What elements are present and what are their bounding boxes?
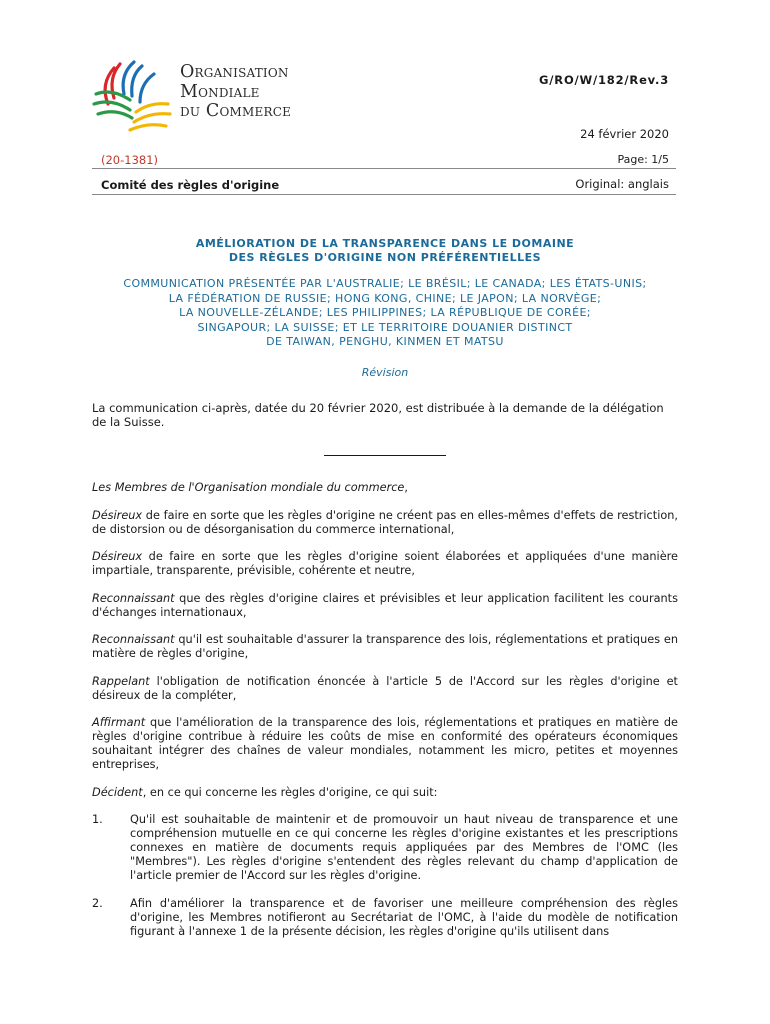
communication-line-5: DE TAIWAN, PENGHU, KINMEN ET MATSU (266, 335, 504, 348)
item-number: 1. (92, 813, 103, 826)
preamble-paragraph (92, 675, 678, 703)
org-name-line-3: du Commerce (180, 101, 292, 121)
item-text: Qu'il est souhaitable de maintenir et de promouvoir un haut niveau de transparence et une compréhension mutuelle en ce qui concerne les règles d'origine existantes et les prescriptions connexes en matière de documents requis appliquées par des Membres de l'OMC (les "Membres"). Les règles d'origine s'entendent des règles relevant du champ d'application de l'article premier de l'Accord sur les règles d'origine. (130, 813, 678, 882)
paragraph-lead: Rappelant (92, 674, 150, 688)
intro-paragraph: La communication ci-après, datée du 20 février 2020, est distribuée à la demande de la délégation de la Suisse. (92, 401, 664, 429)
numbered-item (92, 813, 678, 883)
committee-name: Comité des règles d'origine (101, 178, 280, 192)
paragraph-text: de faire en sorte que les règles d'origine soient élaborées et appliquées d'une manière impartiale, transparente, prévisible, cohérente et neutre, (92, 550, 678, 577)
paragraph-lead: Reconnaissant (92, 633, 175, 646)
paragraph-lead: Désireux (92, 550, 143, 563)
org-name-line-1: Organisation (180, 62, 289, 82)
title-line-1: AMÉLIORATION DE LA TRANSPARENCE DANS LE DOMAINE (195, 237, 575, 250)
paragraph-text: qu'il est souhaitable d'assurer la transparence des lois, réglementations et pratiques en matière de règles d'origine, (92, 633, 678, 660)
document-date: 24 février 2020 (580, 127, 669, 141)
preamble-paragraph (92, 716, 678, 772)
numbered-item (92, 897, 678, 939)
wto-logo-icon (90, 58, 174, 136)
paragraph-text: l'obligation de notification énoncée à l'article 5 de l'Accord sur les règles d'origine et désireux de la compléter, (92, 674, 678, 702)
title-line-2: DES RÈGLES D'ORIGINE NON PRÉFÉRENTIELLES (228, 251, 542, 264)
revision-label: Révision (361, 366, 409, 379)
communication-line-1: COMMUNICATION PRÉSENTÉE PAR L'AUSTRALIE; LE BRÉSIL; LE CANADA; LES ÉTATS-UNIS; (123, 277, 647, 290)
org-name-line-2: Mondiale (180, 81, 260, 102)
header-rule-bottom (92, 194, 676, 195)
preamble-paragraph (92, 786, 678, 800)
communication-line-3: LA NOUVELLE-ZÉLANDE; LES PHILIPPINES; LA RÉPUBLIQUE DE CORÉE; (179, 306, 591, 319)
paragraph-text: que l'amélioration de la transparence des lois, réglementations et pratiques en matière de règles d'origine contribue à réduire les coûts de mise en conformité des opérateurs économiques souhaitant intégrer des chaînes de valeur mondiales, notamment les micro, petites et moyennes entreprises, (92, 716, 678, 771)
paragraph-lead: Affirmant (92, 716, 146, 729)
preamble-paragraph (92, 509, 678, 537)
paragraph-lead: Reconnaissant (92, 591, 175, 605)
separator-line (324, 455, 446, 456)
paragraph-lead: Décident (92, 785, 143, 799)
page-number: Page: 1/5 (617, 153, 669, 166)
paragraph-lead: Désireux (92, 508, 143, 522)
paragraph-text: que des règles d'origine claires et prévisibles et leur application facilitent les courants d'échanges internationaux, (92, 591, 678, 619)
preamble-paragraph (92, 633, 678, 661)
paragraph-text: de faire en sorte que les règles d'origine ne créent pas en elles-mêmes d'effets de restriction, de distorsion ou de désorganisation du commerce international, (92, 508, 678, 536)
communication-line-4: SINGAPOUR; LA SUISSE; ET LE TERRITOIRE DOUANIER DISTINCT (197, 320, 573, 334)
paragraph-lead: Les Membres de l'Organisation mondiale du commerce (92, 481, 405, 494)
document-body (92, 481, 678, 952)
header-rule-top (92, 168, 676, 169)
preamble-paragraph (92, 550, 678, 578)
preamble-paragraph (92, 481, 678, 495)
communication-subtitle (92, 277, 678, 350)
document-symbol: G/RO/W/182/Rev.3 (539, 73, 669, 87)
original-language: Original: anglais (575, 177, 669, 191)
document-number: (20-1381) (101, 153, 159, 167)
communication-line-2: LA FÉDÉRATION DE RUSSIE; HONG KONG, CHINE; LE JAPON; LA NORVÈGE; (168, 291, 602, 305)
paragraph-text: , en ce qui concerne les règles d'origine, ce qui suit: (142, 785, 438, 799)
item-number: 2. (92, 896, 103, 910)
document-title (92, 237, 678, 265)
paragraph-text: , (404, 481, 408, 494)
preamble-paragraph (92, 592, 678, 620)
organization-name (180, 63, 291, 122)
item-text: Afin d'améliorer la transparence et de favoriser une meilleure compréhension des règles d'origine, les Membres notifieront au Secrétariat de l'OMC, à l'aide du modèle de notification figurant à l'annexe 1 de la présente décision, les règles d'origine qu'ils utilisent dans (130, 896, 678, 938)
